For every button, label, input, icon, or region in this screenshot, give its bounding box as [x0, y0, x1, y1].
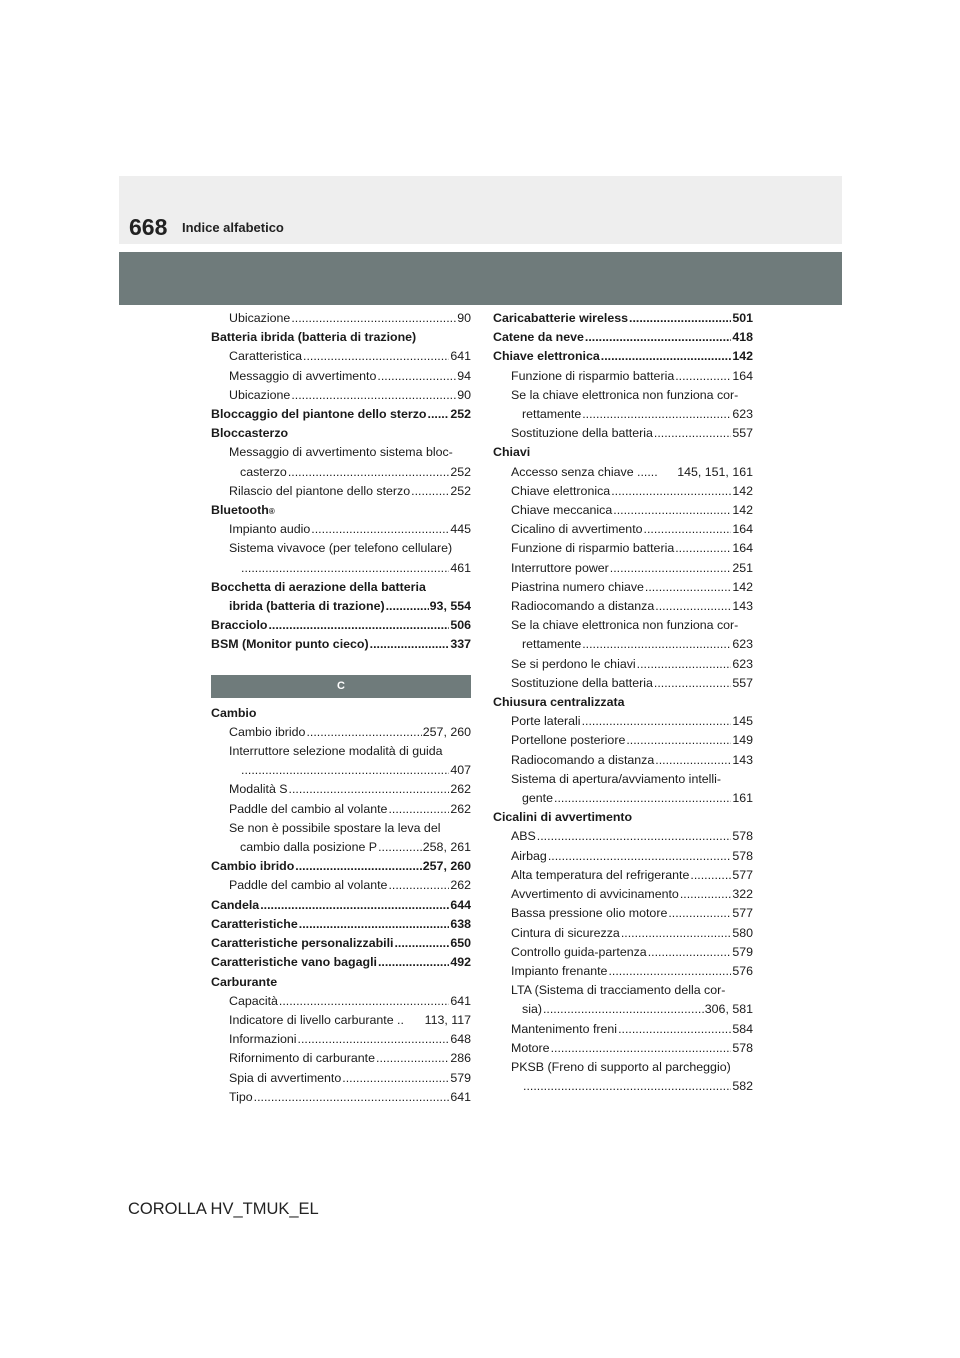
index-entry-label: ABS: [511, 829, 536, 844]
dot-leader: [618, 1020, 731, 1039]
dot-leader: [523, 1077, 731, 1096]
index-entry-label: rettamente: [522, 637, 582, 652]
index-entry: [493, 1039, 753, 1058]
index-entry-label: Bassa pressione olio motore: [511, 906, 668, 921]
dot-leader: [680, 885, 732, 904]
index-entry: [493, 655, 753, 674]
index-entry: [493, 443, 753, 462]
index-entry: [211, 838, 471, 857]
index-entry-page[interactable]: 322: [732, 887, 753, 902]
index-entry: [493, 328, 753, 347]
index-entry: [211, 857, 471, 876]
index-entry-page[interactable]: 262: [450, 878, 471, 893]
index-entry-label: Chiave elettronica: [511, 483, 611, 498]
index-entry-page[interactable]: 577: [732, 867, 753, 882]
index-entry-page[interactable]: 576: [732, 963, 753, 978]
index-entry-label: Sistema vivavoce (per telefono cellulare): [229, 541, 453, 556]
dot-leader: [655, 751, 731, 770]
index-entry-label: Se si perdono le chiavi: [511, 656, 636, 671]
index-entry-label: Se la chiave elettronica non funziona cor-: [511, 387, 739, 402]
index-entry: [493, 520, 753, 539]
dot-leader: [376, 1049, 449, 1068]
index-entry-label: gente: [522, 791, 554, 806]
index-entry: [211, 915, 471, 934]
index-entry-label: Capacità: [229, 993, 278, 1008]
index-entry: [493, 405, 753, 424]
dot-leader: [306, 723, 421, 742]
dot-leader: [303, 347, 449, 366]
index-entry-page[interactable]: 262: [450, 801, 471, 816]
index-entry: [211, 704, 471, 723]
index-entry-label: Bracciolo: [211, 618, 268, 633]
dot-leader: [241, 559, 449, 578]
index-entry: [493, 770, 753, 789]
index-entry-label: Paddle del cambio al volante: [229, 801, 388, 816]
index-entry-label: Motore: [511, 1040, 550, 1055]
dot-leader: [543, 1000, 704, 1019]
index-entry-page[interactable]: 579: [450, 1070, 471, 1085]
index-entry-label: Caratteristica: [229, 349, 302, 364]
index-entry-label: Interruttore power: [511, 560, 609, 575]
index-entry: [493, 943, 753, 962]
index-entry: [493, 751, 753, 770]
index-entry-page[interactable]: 164: [732, 368, 753, 383]
index-entry-page[interactable]: 580: [732, 925, 753, 940]
index-entry-page[interactable]: 648: [450, 1032, 471, 1047]
index-entry-label: Cicalino di avvertimento: [511, 522, 643, 537]
index-entry: [211, 367, 471, 386]
index-entry: [211, 405, 471, 424]
index-entry: [493, 866, 753, 885]
index-entry-page[interactable]: 578: [732, 848, 753, 863]
index-entry-page[interactable]: 445: [450, 522, 471, 537]
index-entry: [211, 1011, 471, 1030]
index-entry-label: Cambio ibrido: [229, 724, 306, 739]
index-entry-label: Carburante: [211, 974, 278, 989]
index-entry-label: casterzo: [240, 464, 287, 479]
index-entry-page[interactable]: 492: [450, 955, 471, 970]
page-number: 668: [129, 214, 168, 240]
dot-leader: [279, 992, 449, 1011]
dot-leader: [537, 827, 732, 846]
dot-leader: [260, 896, 449, 915]
index-entry-page[interactable]: 164: [732, 541, 753, 556]
index-entry: [211, 482, 471, 501]
index-entry: [493, 693, 753, 712]
index-entry-label: Cintura di sicurezza: [511, 925, 620, 940]
index-entry-page[interactable]: 90: [457, 311, 471, 325]
index-entry: [211, 1088, 471, 1107]
dot-leader: [610, 559, 732, 578]
index-entry-page[interactable]: 623: [732, 407, 753, 422]
index-entry-page[interactable]: 577: [732, 906, 753, 921]
index-entry-page[interactable]: 142: [732, 579, 753, 594]
index-entry: [493, 309, 753, 328]
index-entry: [211, 463, 471, 482]
dot-leader: [388, 876, 449, 895]
index-entry-page[interactable]: 143: [732, 599, 753, 614]
index-entry-label: Paddle del cambio al volante: [229, 878, 388, 893]
index-entry-page[interactable]: 94: [457, 368, 471, 383]
dot-leader: [629, 309, 731, 328]
index-entry: [493, 347, 753, 366]
index-entry-page[interactable]: 142: [732, 483, 753, 498]
index-entry-label: sia): [522, 1002, 542, 1017]
index-entry: [211, 578, 471, 597]
index-entry: [493, 559, 753, 578]
index-entry-label: Ubicazione: [229, 311, 291, 325]
dot-leader: [378, 953, 449, 972]
index-entry-label: Chiusura centralizzata: [493, 695, 625, 710]
index-entry-label: Sostituzione della batteria: [511, 675, 653, 690]
index-entry-label: Catene da neve: [493, 330, 584, 345]
index-entry-page[interactable]: 143: [732, 752, 753, 767]
index-entry-page[interactable]: 145: [732, 714, 753, 729]
dot-leader: [582, 712, 732, 731]
index-entry-page[interactable]: 582: [732, 1079, 753, 1094]
index-entry: [493, 386, 753, 405]
index-entry-page[interactable]: 164: [732, 522, 753, 537]
index-entry-label: Modalità S: [229, 782, 288, 797]
index-entry-page[interactable]: 161: [732, 791, 753, 806]
dot-leader: [675, 539, 731, 558]
dot-leader: [654, 424, 731, 443]
dot-leader: [291, 386, 456, 405]
index-entry-page[interactable]: 418: [732, 330, 753, 345]
index-entry-label: Cambio: [211, 705, 257, 720]
index-entry-label: Se la chiave elettronica non funziona cor-: [511, 618, 739, 633]
index-entry: [211, 780, 471, 799]
index-entry-label: Caratteristiche personalizzabili: [211, 936, 394, 951]
index-entry: [211, 1069, 471, 1088]
dot-leader: [554, 789, 731, 808]
index-entry: [493, 904, 753, 923]
index-entry-label: Se non è possibile spostare la leva del: [229, 820, 441, 835]
dot-leader: [654, 674, 731, 693]
index-entry: [493, 635, 753, 654]
dot-leader: [637, 655, 732, 674]
index-entry-label: Informazioni: [229, 1032, 297, 1047]
dot-leader: [648, 943, 732, 962]
dot-leader: [690, 866, 731, 885]
index-entry-page[interactable]: 142: [732, 503, 753, 518]
index-entry-label: Sostituzione della batteria: [511, 426, 653, 441]
dot-leader: [311, 520, 449, 539]
index-entry-label: Chiavi: [493, 445, 531, 460]
dot-leader: [655, 597, 731, 616]
index-entry-label: Tipo: [229, 1089, 253, 1104]
index-entry: [493, 463, 753, 482]
index-entry: [493, 1077, 753, 1096]
index-entry: [493, 731, 753, 750]
index-entry: [211, 896, 471, 915]
index-entry-label: LTA (Sistema di tracciamento della cor-: [511, 983, 726, 998]
index-entry-page[interactable]: 644: [450, 897, 471, 912]
dot-leader: [601, 347, 732, 366]
index-entry-label: PKSB (Freno di supporto al parcheggio): [511, 1059, 731, 1074]
index-entry-label: Chiave elettronica: [493, 349, 600, 364]
section-spacer: [211, 655, 471, 675]
index-entry: [211, 616, 471, 635]
index-entry-page[interactable]: 641: [450, 1089, 471, 1104]
index-entry: [493, 597, 753, 616]
dot-leader: [299, 915, 450, 934]
index-entry: [493, 424, 753, 443]
index-entry-page[interactable]: 258, 261: [422, 840, 471, 855]
index-entry: [211, 424, 471, 443]
index-entry-label: Chiave meccanica: [511, 503, 613, 518]
index-entry: [211, 953, 471, 972]
index-entry: [493, 789, 753, 808]
index-entry: [211, 723, 471, 742]
index-entry-page[interactable]: 623: [732, 637, 753, 652]
index-entry: [493, 924, 753, 943]
dot-leader: [582, 635, 731, 654]
index-entry: [211, 443, 471, 462]
dot-leader: [288, 463, 449, 482]
index-entry-label: Portellone posteriore: [511, 733, 626, 748]
index-entry-page[interactable]: 579: [732, 944, 753, 959]
index-entry-label: Spia di avvertimento: [229, 1070, 342, 1085]
index-entry-page[interactable]: 145, 151, 161: [677, 464, 753, 479]
index-entry: [493, 616, 753, 635]
index-entry-label: Piastrina numero chiave: [511, 579, 644, 594]
index-entry-label: Bocchetta di aerazione della batteria: [211, 579, 426, 594]
dot-leader: [289, 780, 450, 799]
index-entry-page[interactable]: 306, 581: [704, 1002, 753, 1017]
index-entry-page[interactable]: 257, 260: [422, 859, 471, 874]
index-entry-label: Sistema di apertura/avviamento intelli-: [511, 771, 722, 786]
index-entry: [493, 674, 753, 693]
dot-leader: [411, 482, 449, 501]
dot-leader: [291, 309, 456, 328]
header-dark-band: [119, 252, 842, 305]
index-entry-label: Radiocomando a distanza: [511, 599, 655, 614]
index-column-left: [211, 309, 471, 1107]
index-entry-page[interactable]: 286: [450, 1051, 471, 1066]
index-entry: [211, 876, 471, 895]
index-entry: [493, 1058, 753, 1077]
index-entry: [493, 1000, 753, 1019]
index-entry-label: BSM (Monitor punto cieco): [211, 637, 369, 652]
index-entry-page[interactable]: 262: [450, 782, 471, 797]
index-entry: [211, 520, 471, 539]
index-entry: [211, 347, 471, 366]
index-entry-page[interactable]: 461: [450, 560, 471, 575]
index-entry-page[interactable]: 252: [450, 483, 471, 498]
index-entry-label: ibrida (batteria di trazione): [229, 599, 385, 614]
index-entry-page[interactable]: 90: [457, 387, 471, 402]
index-entry-page[interactable]: 557: [732, 675, 753, 690]
index-entry-label: Cicalini di avvertimento: [493, 810, 633, 825]
index-entry-page[interactable]: 93, 554: [429, 599, 471, 614]
dot-leader: [254, 1088, 450, 1107]
index-entry-label: Bluetooth: [211, 503, 269, 518]
index-entry-label: Controllo guida-partenza: [511, 944, 647, 959]
index-entry-page[interactable]: 650: [450, 936, 471, 951]
dot-leader: [298, 1030, 450, 1049]
index-entry: [211, 992, 471, 1011]
index-entry-page[interactable]: 251: [732, 560, 753, 575]
dot-leader: [644, 520, 732, 539]
index-entry: [211, 635, 471, 654]
index-entry: [211, 559, 471, 578]
index-entry: [493, 482, 753, 501]
dot-leader: [386, 597, 429, 616]
index-entry-page[interactable]: 252: [450, 407, 471, 422]
index-entry: [493, 808, 753, 827]
dot-leader: [241, 761, 449, 780]
section-title: Indice alfabetico: [182, 220, 284, 235]
dot-leader: [295, 857, 421, 876]
index-entry-label: Alta temperatura del refrigerante: [511, 867, 690, 882]
index-entry: [211, 309, 471, 328]
index-entry-page[interactable]: 623: [732, 656, 753, 671]
index-entry-label: Impianto frenante: [511, 963, 608, 978]
index-entry: [493, 539, 753, 558]
index-entry: [493, 1020, 753, 1039]
index-entry-label: Cambio ibrido: [211, 859, 295, 874]
index-entry-label: Porte laterali: [511, 714, 581, 729]
index-entry-label: Rilascio del piantone dello sterzo: [229, 483, 411, 498]
dot-leader: [377, 367, 456, 386]
index-entry: [211, 328, 471, 347]
index-entry: [493, 367, 753, 386]
index-entry-label: Ubicazione: [229, 387, 291, 402]
index-entry-label: Batteria ibrida (batteria di trazione): [211, 330, 417, 345]
index-entry: Bluetooth ®: [211, 501, 471, 520]
index-entry-label: Bloccasterzo: [211, 426, 289, 441]
dot-leader: [428, 405, 450, 424]
dot-leader: [621, 924, 732, 943]
index-entry: [493, 885, 753, 904]
dot-leader: [668, 904, 731, 923]
index-entry: [211, 819, 471, 838]
dot-leader: [342, 1069, 449, 1088]
index-entry: [211, 934, 471, 953]
index-entry: [211, 973, 471, 992]
dot-leader: [551, 1039, 732, 1058]
letter-section-header: C: [211, 675, 471, 698]
dot-leader: [548, 847, 731, 866]
dot-leader: [611, 482, 731, 501]
index-entry: [493, 578, 753, 597]
index-entry-label: rettamente: [522, 407, 582, 422]
index-entry-label: Indicatore di livello carburante ..: [229, 1012, 404, 1027]
index-entry-label: Airbag: [511, 848, 547, 863]
index-entry-label: Caratteristiche: [211, 916, 298, 931]
index-entry-page[interactable]: 641: [450, 993, 471, 1008]
index-entry-label: Funzione di risparmio batteria: [511, 541, 675, 556]
index-entry-label: Caratteristiche vano bagagli: [211, 955, 377, 970]
index-entry-page[interactable]: 407: [450, 763, 471, 778]
dot-leader: [613, 501, 731, 520]
index-entry-label: Candela: [211, 897, 260, 912]
index-entry-label: Accesso senza chiave ......: [511, 464, 658, 479]
dot-leader: [394, 934, 449, 953]
index-entry-page[interactable]: 257, 260: [422, 724, 471, 739]
index-entry: [493, 827, 753, 846]
dot-leader: [675, 367, 731, 386]
index-entry-label: Radiocomando a distanza: [511, 752, 655, 767]
footer-model-code: COROLLA HV_TMUK_EL: [128, 1200, 319, 1218]
index-column-right: [493, 309, 753, 1096]
index-entry: [211, 539, 471, 558]
index-entry-page[interactable]: 506: [450, 618, 471, 633]
index-entry-label: Mantenimento freni: [511, 1021, 618, 1036]
dot-leader: [378, 838, 422, 857]
index-entry: [211, 386, 471, 405]
index-entry: [211, 1049, 471, 1068]
index-entry-page[interactable]: 149: [732, 733, 753, 748]
dot-leader: [582, 405, 731, 424]
index-entry: [493, 501, 753, 520]
index-entry: [493, 981, 753, 1000]
index-entry: [493, 712, 753, 731]
index-entry-label: Impianto audio: [229, 522, 311, 537]
index-entry-page[interactable]: 578: [732, 1040, 753, 1055]
index-entry-page[interactable]: 337: [450, 637, 471, 652]
index-entry-page[interactable]: 252: [450, 464, 471, 479]
index-entry-label: Avvertimento di avvicinamento: [511, 887, 679, 902]
index-entry: [211, 800, 471, 819]
index-entry-page[interactable]: 557: [732, 426, 753, 441]
index-entry-page[interactable]: 638: [450, 916, 471, 931]
index-entry-page[interactable]: 113, 117: [424, 1012, 471, 1027]
index-entry-page[interactable]: 578: [732, 829, 753, 844]
dot-leader: [585, 328, 731, 347]
dot-leader: [388, 800, 449, 819]
index-entry-label: Bloccaggio del piantone dello sterzo: [211, 407, 427, 422]
index-entry-label: Interruttore selezione modalità di guida: [229, 744, 443, 759]
index-entry-label: Messaggio di avvertimento sistema bloc-: [229, 445, 453, 460]
index-entry-label: Funzione di risparmio batteria: [511, 368, 675, 383]
index-entry-label: Caricabatterie wireless: [493, 311, 628, 325]
index-entry-label: Rifornimento di carburante: [229, 1051, 376, 1066]
index-entry: [211, 1030, 471, 1049]
index-entry-label: cambio dalla posizione P: [240, 840, 378, 855]
index-entry-page[interactable]: 142: [732, 349, 753, 364]
dot-leader: [608, 962, 731, 981]
index-entry: [493, 962, 753, 981]
index-entry: [211, 597, 471, 616]
index-entry: [211, 761, 471, 780]
index-entry-page[interactable]: 501: [732, 311, 753, 325]
index-entry-page[interactable]: 641: [450, 349, 471, 364]
index-entry: [493, 847, 753, 866]
dot-leader: [626, 731, 731, 750]
dot-leader: [370, 635, 450, 654]
index-entry-label: Messaggio di avvertimento: [229, 368, 377, 383]
dot-leader: [268, 616, 449, 635]
index-entry-page[interactable]: 584: [732, 1021, 753, 1036]
dot-leader: [645, 578, 731, 597]
index-entry: [211, 742, 471, 761]
